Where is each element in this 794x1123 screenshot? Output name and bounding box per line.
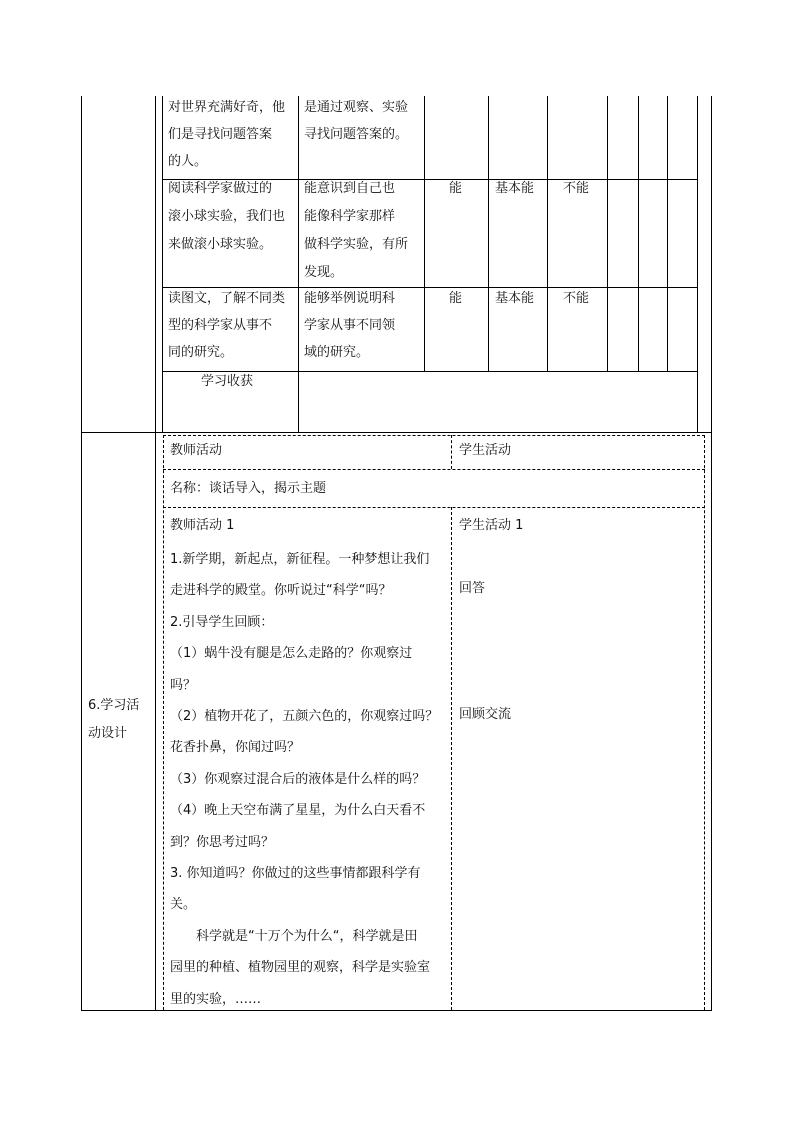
teacher-line: 3. 你知道吗？你做过的这些事情都跟科学有 [170, 866, 421, 882]
goal-cell-1: 是通过观察、实验 寻找问题答案的。 [304, 100, 409, 142]
goal-cell-2: 能意识到自己也 能像科学家那样 做科学实验，有所 发现。 [304, 181, 409, 280]
teacher-activity-title: 教师活动 1 [170, 518, 235, 533]
teacher-line: 里的实验，…… [170, 991, 262, 1007]
teacher-line: 科学就是“十万个为什么“，科学就是田 [170, 928, 418, 944]
teacher-line: 1.新学期，新起点，新征程。一种梦想让我们 [170, 552, 430, 567]
student-answer-1: 回答 [459, 581, 486, 596]
harvest-label: 学习收获 [201, 374, 254, 389]
teacher-activity-text [170, 544, 450, 1015]
teacher-line: 吗？ [170, 677, 197, 693]
teacher-line: 园里的种植、植物园里的观察，科学是实验室 [170, 960, 431, 976]
activity-name: 名称：谈话导入，揭示主题 [170, 481, 327, 496]
level-b-cell-3: 基本能 [495, 291, 535, 306]
teacher-line: （3）你观察过混合后的液体是什么样的吗？ [170, 771, 426, 787]
teacher-line: 2.引导学生回顾： [170, 614, 274, 630]
task-cell-2: 阅读科学家做过的 滚小球实验，我们也 来做滚小球实验。 [168, 181, 286, 252]
teacher-activity-header: 教师活动 [170, 443, 223, 458]
student-activity-header: 学生活动 [459, 443, 512, 458]
goal-cell-3: 能够举例说明科 学家从事不同领 域的研究。 [304, 291, 396, 360]
teacher-line: （2）植物开花了，五颜六色的，你观察过吗？ [170, 709, 439, 725]
task-cell-3: 读图文，了解不同类 型的科学家从事不 同的研究。 [168, 291, 286, 360]
teacher-line: （1）蜗牛没有腿是怎么走路的？你观察过 [170, 646, 413, 662]
section-label: 6.学习活 动设计 [88, 698, 140, 741]
task-cell-1: 对世界充满好奇，他 们是寻找问题答案 的人。 [168, 100, 286, 169]
level-b-cell-2: 基本能 [495, 181, 535, 196]
teacher-line: （4）晚上天空布满了星星，为什么白天看不 [170, 803, 426, 819]
teacher-line: 花香扑鼻，你闻过吗？ [170, 740, 301, 756]
teacher-line: 走进科学的殿堂。你听说过“科学“吗？ [170, 583, 392, 599]
teacher-line: 到？你思考过吗？ [170, 834, 275, 850]
teacher-line: 关。 [170, 897, 197, 913]
level-a-cell-2: 能 [449, 181, 463, 196]
student-activity-title: 学生活动 1 [459, 518, 524, 533]
student-answer-2: 回顾交流 [459, 707, 512, 722]
level-a-cell-3: 能 [449, 291, 463, 306]
level-c-cell-2: 不能 [563, 181, 590, 196]
level-c-cell-3: 不能 [563, 291, 590, 306]
